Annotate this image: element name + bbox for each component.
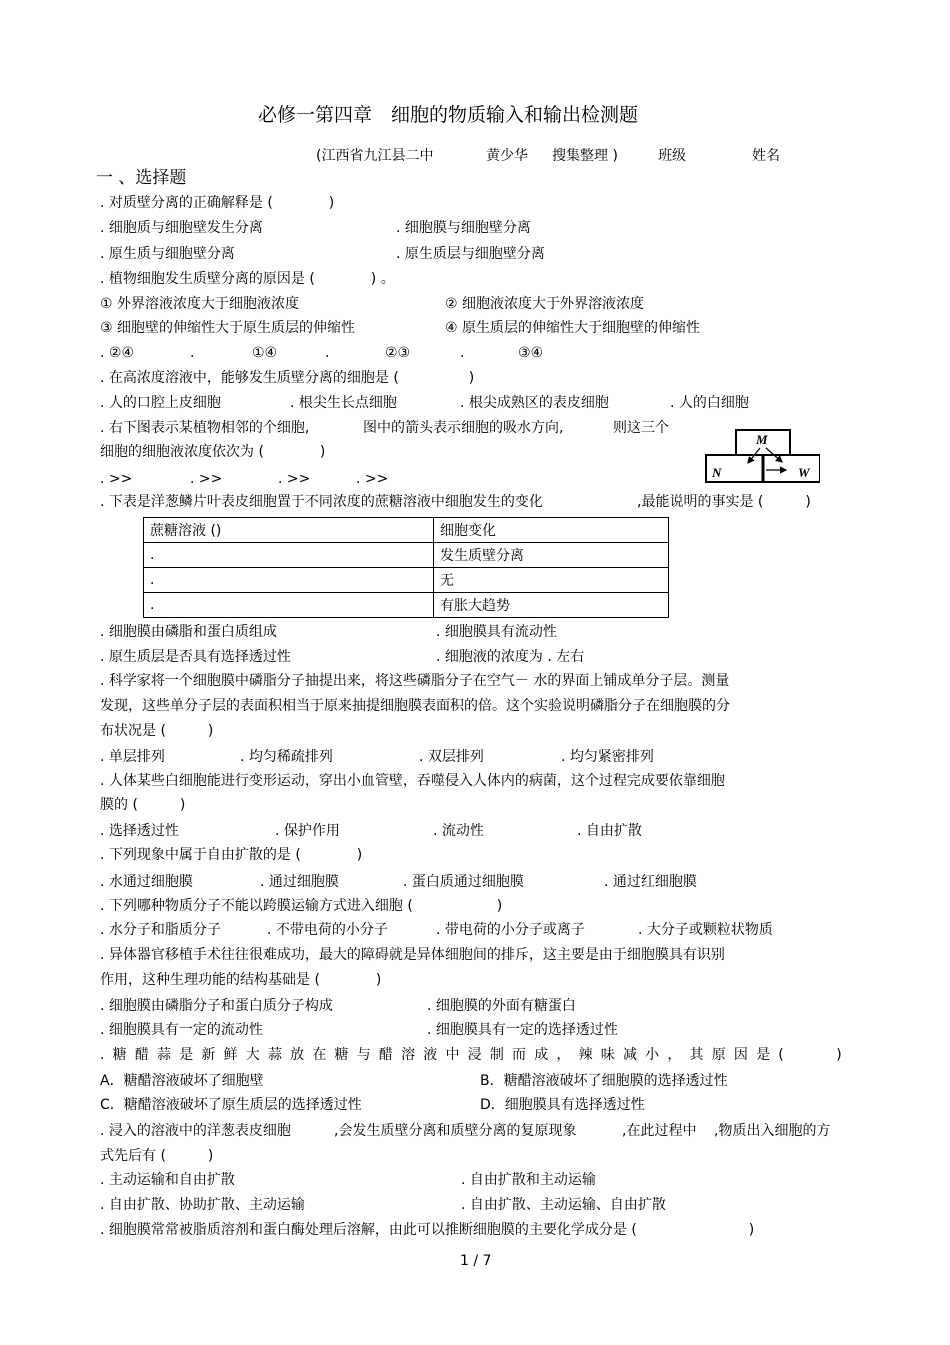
source-school: (江西省九江县二中: [316, 148, 434, 164]
q2-statement-1: ① 外界溶液浓度大于细胞液浓度: [100, 296, 300, 312]
q11-char: [814, 1047, 828, 1063]
q12-stem-part5: 式先后有 ( ): [100, 1148, 214, 1164]
q4-option-d: . >>: [356, 471, 389, 487]
q11-char: 是: [756, 1047, 771, 1063]
q8-stem: . 下列现象中属于自由扩散的是 ( ): [100, 847, 363, 863]
q10-stem-line1: . 异体器官移植手术往往很难成功，最大的障碍就是异体细胞间的排斥，这主要是由于细胞膜具有识别: [100, 947, 725, 963]
q11-char: ，: [556, 1047, 571, 1063]
q4-stem-part1: . 右下图表示某植物相邻的个细胞,: [100, 420, 310, 436]
q7-option-a: . 选择透过性: [100, 823, 179, 839]
q4-option-a: . >>: [100, 471, 133, 487]
q2-statement-4: ④ 原生质层的伸缩性大于细胞壁的伸缩性: [445, 320, 700, 336]
table-row: [144, 543, 669, 568]
q12-option-d: . 自由扩散、主动运输、自由扩散: [461, 1197, 666, 1213]
q10-option-c: . 细胞膜具有一定的流动性: [100, 1022, 263, 1038]
q5-option-c: . 原生质层是否具有选择透过性: [100, 649, 291, 665]
q11-char: 原: [711, 1047, 726, 1063]
q9-option-c: . 带电荷的小分子或离子: [436, 922, 585, 938]
q4-stem-part3: 则这三个: [613, 420, 669, 436]
q11-char: 溶: [401, 1047, 416, 1063]
q1-stem: . 对质壁分离的正确解释是 ( ): [100, 195, 335, 211]
q12-stem-part1: . 浸入的溶液中的洋葱表皮细胞: [100, 1123, 291, 1139]
q8-option-b: . 通过细胞膜: [260, 874, 339, 890]
q6-stem-line1: . 科学家将一个细胞膜中磷脂分子抽提出来，将这些磷脂分子在空气－ 水的界面上铺成单分子层。测量: [100, 673, 730, 689]
q12-option-c: . 自由扩散、协助扩散、主动运输: [100, 1197, 305, 1213]
class-label: 班级: [658, 148, 686, 164]
q11-char: 放: [290, 1047, 305, 1063]
q10-stem-line2: 作用，这种生理功能的结构基础是 ( ): [100, 972, 382, 988]
q11-char: 糖: [112, 1047, 127, 1063]
q11-char: 味: [600, 1047, 615, 1063]
q1-option-a: . 细胞质与细胞壁发生分离: [100, 220, 263, 236]
page-title: 必修一第四章 细胞的物质输入和输出检测题: [258, 104, 639, 126]
q11-char: 蒜: [157, 1047, 172, 1063]
q11-char: 在: [312, 1047, 327, 1063]
q11-char: 成: [534, 1047, 549, 1063]
q12-stem-part4: ,物质出入细胞的方: [714, 1123, 831, 1139]
label-n: N: [712, 465, 722, 480]
q2-option-c: ②③: [385, 345, 411, 361]
label-w: W: [798, 465, 810, 480]
q6-option-c: . 双层排列: [419, 749, 484, 765]
q9-option-a: . 水分子和脂质分子: [100, 922, 221, 938]
table-cell: .: [144, 593, 434, 618]
q11-option-a: A．糖醋溶液破坏了细胞壁: [100, 1073, 264, 1089]
table-cell: .: [144, 568, 434, 593]
q11-char: 因: [733, 1047, 748, 1063]
q1-option-c: . 原生质与细胞壁分离: [100, 246, 235, 262]
q3-option-d: . 人的白细胞: [670, 395, 749, 411]
q5-option-b: . 细胞膜具有流动性: [436, 624, 557, 640]
q2-option-a: . ②④: [100, 345, 135, 361]
label-m: M: [756, 432, 768, 447]
q2-statement-2: ② 细胞液浓度大于外界溶液浓度: [445, 296, 645, 312]
q11-char: .: [100, 1047, 105, 1063]
q11-stem: [100, 1047, 842, 1063]
q12-option-a: . 主动运输和自由扩散: [100, 1172, 235, 1188]
q11-char: 新: [201, 1047, 216, 1063]
q10-option-b: . 细胞膜的外面有糖蛋白: [427, 998, 576, 1014]
q11-char: 辣: [578, 1047, 593, 1063]
q3-option-b: . 根尖生长点细胞: [290, 395, 397, 411]
name-label: 姓名: [752, 148, 780, 164]
q2-option-d-dot: .: [460, 345, 465, 361]
q12-stem-part3: ,在此过程中: [622, 1123, 697, 1139]
q2-statement-3: ③ 细胞壁的伸缩性大于原生质层的伸缩性: [100, 320, 355, 336]
q12-option-b: . 自由扩散和主动运输: [461, 1172, 596, 1188]
q5-option-a: . 细胞膜由磷脂和蛋白质组成: [100, 624, 277, 640]
q4-option-c: . >>: [278, 471, 311, 487]
table-header-cell: 细胞变化: [434, 518, 669, 543]
section-title: 一 、选择题: [96, 168, 187, 188]
q2-option-b-dot: .: [190, 345, 195, 361]
q7-option-d: . 自由扩散: [577, 823, 642, 839]
page-number: 1 / 7: [460, 1253, 492, 1269]
q11-char: [792, 1047, 806, 1063]
table-header-row: [144, 518, 669, 543]
q11-char: 液: [423, 1047, 438, 1063]
q8-option-c: . 蛋白质通过细胞膜: [403, 874, 524, 890]
q1-option-b: . 细胞膜与细胞壁分离: [396, 220, 531, 236]
q11-char: 减: [622, 1047, 637, 1063]
q11-char: 小: [645, 1047, 660, 1063]
q5-stem-part2: ,最能说明的事实是 ( ): [637, 494, 811, 510]
q11-char: ): [836, 1047, 842, 1063]
q11-char: 糖: [334, 1047, 349, 1063]
q11-option-c: C．糖醋溶液破坏了原生质层的选择透过性: [100, 1097, 362, 1113]
q11-option-b: B．糖醋溶液破坏了细胞膜的选择透过性: [480, 1073, 728, 1089]
q11-char: 是: [179, 1047, 194, 1063]
q2-option-b: ①④: [252, 345, 278, 361]
q3-option-c: . 根尖成熟区的表皮细胞: [460, 395, 609, 411]
q4-option-b: . >>: [190, 471, 223, 487]
table-header-cell: 蔗糖溶液 (): [144, 518, 434, 543]
q10-option-a: . 细胞膜由磷脂分子和蛋白质分子构成: [100, 998, 333, 1014]
q6-stem-line2: 发现，这些单分子层的表面积相当于原来抽提细胞膜表面积的倍。这个实验说明磷脂分子在细胞膜的分: [100, 698, 730, 714]
author: 黄少华: [486, 148, 528, 164]
q2-option-c-dot: .: [325, 345, 330, 361]
q11-char: (: [778, 1047, 784, 1063]
q9-option-b: . 不带电荷的小分子: [267, 922, 388, 938]
q9-option-d: . 大分子或颗粒状物质: [638, 922, 773, 938]
q8-option-a: . 水通过细胞膜: [100, 874, 193, 890]
q3-stem: . 在高浓度溶液中，能够发生质壁分离的细胞是 ( ): [100, 370, 475, 386]
table-cell: 无: [434, 568, 669, 593]
q11-char: 醋: [378, 1047, 393, 1063]
q4-stem-part4: 细胞的细胞液浓度依次为 ( ): [100, 444, 326, 460]
q5-stem-part1: . 下表是洋葱鳞片叶表皮细胞置于不同浓度的蔗糖溶液中细胞发生的变化: [100, 494, 543, 510]
q11-char: 中: [445, 1047, 460, 1063]
q4-stem-part2: 图中的箭头表示细胞的吸水方向,: [363, 420, 564, 436]
q11-char: 鲜: [223, 1047, 238, 1063]
table-cell: 发生质壁分离: [434, 543, 669, 568]
table-cell: 有胀大趋势: [434, 593, 669, 618]
q6-option-a: . 单层排列: [100, 749, 165, 765]
q11-char: 而: [512, 1047, 527, 1063]
q7-option-c: . 流动性: [433, 823, 484, 839]
q2-option-d: ③④: [518, 345, 544, 361]
table-row: [144, 593, 669, 618]
table-row: [144, 568, 669, 593]
q9-stem: . 下列哪种物质分子不能以跨膜运输方式进入细胞 ( ): [100, 898, 503, 914]
q11-char: ，: [667, 1047, 682, 1063]
q11-char: 制: [489, 1047, 504, 1063]
q12-stem-part2: ,会发生质壁分离和质壁分离的复原现象: [334, 1123, 577, 1139]
q7-stem-line2: 膜的 ( ): [100, 797, 186, 813]
q7-option-b: . 保护作用: [275, 823, 340, 839]
q11-char: 醋: [134, 1047, 149, 1063]
q6-stem-line3: 布状况是 ( ): [100, 723, 214, 739]
q11-char: 大: [245, 1047, 260, 1063]
q11-char: 与: [356, 1047, 371, 1063]
q10-option-d: . 细胞膜具有一定的选择透过性: [427, 1022, 618, 1038]
compiled-note: 搜集整理 ): [552, 148, 618, 164]
q7-stem-line1: . 人体某些白细胞能进行变形运动，穿出小血管壁，吞噬侵入人体内的病菌，这个过程完成要依靠细胞: [100, 773, 725, 789]
q8-option-d: . 通过红细胞膜: [604, 874, 697, 890]
q11-char: 蒜: [267, 1047, 282, 1063]
q11-char: 浸: [467, 1047, 482, 1063]
sucrose-table: [143, 517, 669, 618]
table-cell: .: [144, 543, 434, 568]
q6-option-d: . 均匀紧密排列: [561, 749, 654, 765]
cell-diagram: [704, 428, 820, 484]
q2-stem: . 植物细胞发生质壁分离的原因是 ( ) 。: [100, 271, 395, 287]
q6-option-b: . 均匀稀疏排列: [240, 749, 333, 765]
q3-option-a: . 人的口腔上皮细胞: [100, 395, 221, 411]
q13-stem: . 细胞膜常常被脂质溶剂和蛋白酶处理后溶解，由此可以推断细胞膜的主要化学成分是 ( ): [100, 1222, 755, 1238]
q11-option-d: D．细胞膜具有选择透过性: [480, 1097, 645, 1113]
q11-char: 其: [689, 1047, 704, 1063]
q5-option-d: . 细胞液的浓度为 . 左右: [436, 649, 585, 665]
q1-option-d: . 原生质层与细胞壁分离: [396, 246, 545, 262]
